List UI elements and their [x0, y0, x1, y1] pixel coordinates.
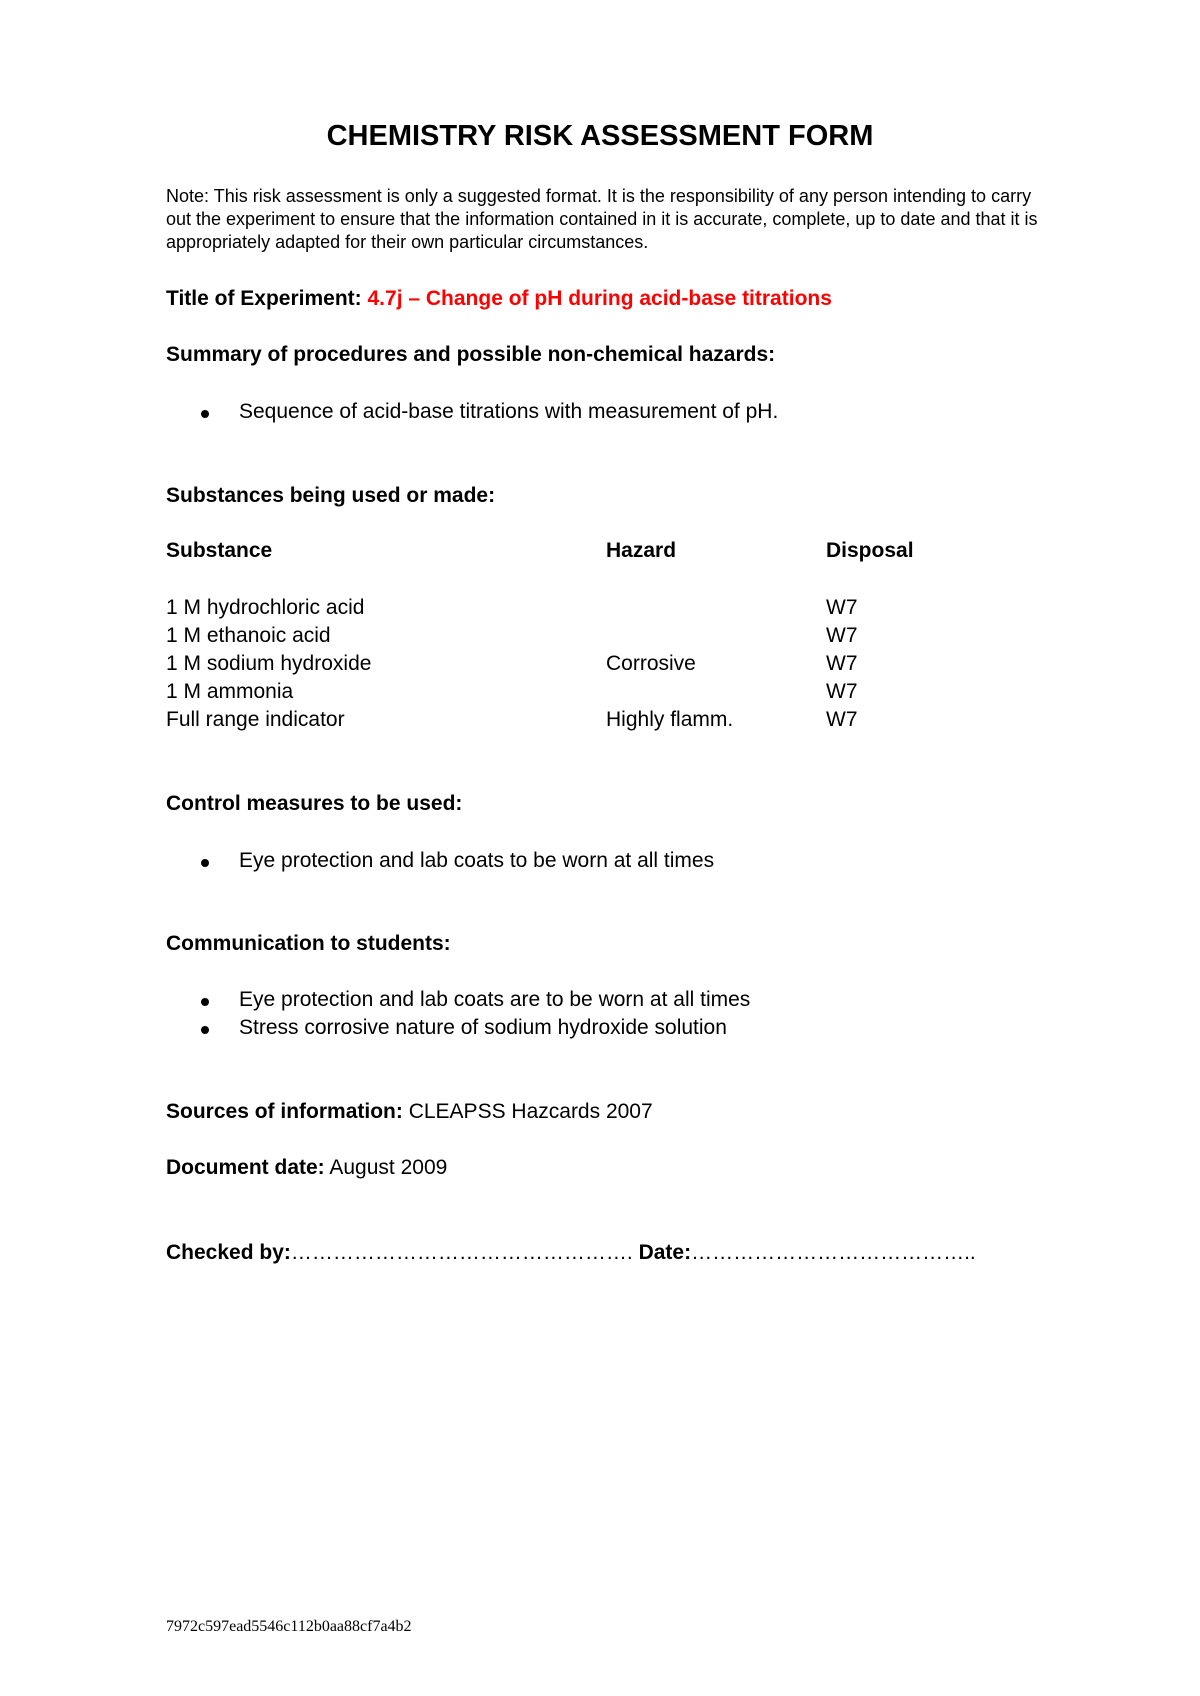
- summary-item-text: Sequence of acid-base titrations with measurement of pH.: [239, 400, 779, 423]
- summary-heading: Summary of procedures and possible non-chemical hazards:: [166, 343, 776, 366]
- experiment-title-label: Title of Experiment:: [166, 287, 362, 310]
- column-header-hazard: Hazard: [606, 539, 677, 562]
- sources-label: Sources of information:: [166, 1100, 403, 1123]
- control-heading: Control measures to be used:: [166, 792, 463, 815]
- disposal-cell: W7: [826, 596, 858, 619]
- bullet-icon: [201, 1026, 209, 1034]
- sources-line: [166, 1100, 653, 1124]
- bullet-icon: [201, 998, 209, 1006]
- substance-cell: 1 M ethanoic acid: [166, 624, 331, 647]
- disposal-cell: W7: [826, 708, 858, 731]
- communication-heading: Communication to students:: [166, 932, 451, 955]
- sources-value: CLEAPSS Hazcards 2007: [408, 1100, 653, 1123]
- disposal-cell: W7: [826, 652, 858, 675]
- disclaimer-note: Note: This risk assessment is only a suggested format. It is the responsibility of any person intending to carry out the experiment to ensure that the information contained in it is accurate, complete, up to date and that it is appropriately adapted for their own particular circumstances.: [166, 186, 1038, 252]
- experiment-title-value: 4.7j – Change of pH during acid-base titrations: [367, 287, 832, 310]
- substance-cell: 1 M sodium hydroxide: [166, 652, 372, 675]
- substance-cell: 1 M hydrochloric acid: [166, 596, 365, 619]
- date-label: Date:: [638, 1241, 692, 1264]
- control-item-text: Eye protection and lab coats to be worn at all times: [239, 849, 715, 872]
- checked-by-label: Checked by:: [166, 1241, 291, 1264]
- bullet-icon: [201, 859, 209, 867]
- document-date-line: [166, 1156, 447, 1180]
- checked-by-line: [166, 1241, 976, 1265]
- experiment-title-line: [166, 287, 832, 311]
- column-header-disposal: Disposal: [826, 539, 914, 562]
- communication-item-text: Eye protection and lab coats are to be worn at all times: [239, 988, 751, 1011]
- bullet-icon: [201, 410, 209, 418]
- checked-by-dots: ………………………………………….: [290, 1241, 633, 1264]
- disposal-cell: W7: [826, 624, 858, 647]
- column-header-substance: Substance: [166, 539, 273, 562]
- substances-heading: Substances being used or made:: [166, 484, 496, 507]
- document-title: CHEMISTRY RISK ASSESSMENT FORM: [326, 120, 874, 152]
- communication-item-text: Stress corrosive nature of sodium hydroxide solution: [239, 1016, 727, 1039]
- substance-cell: Full range indicator: [166, 708, 345, 731]
- substance-cell: 1 M ammonia: [166, 680, 294, 703]
- hazard-cell: Corrosive: [606, 652, 696, 675]
- document-date-value: August 2009: [329, 1156, 448, 1179]
- document-date-label: Document date:: [166, 1156, 325, 1179]
- disposal-cell: W7: [826, 680, 858, 703]
- hazard-cell: Highly flamm.: [606, 708, 734, 731]
- date-dots: …………………………………..: [691, 1241, 976, 1264]
- document-footer-code: 7972c597ead5546c112b0aa88cf7a4b2: [166, 1618, 412, 1635]
